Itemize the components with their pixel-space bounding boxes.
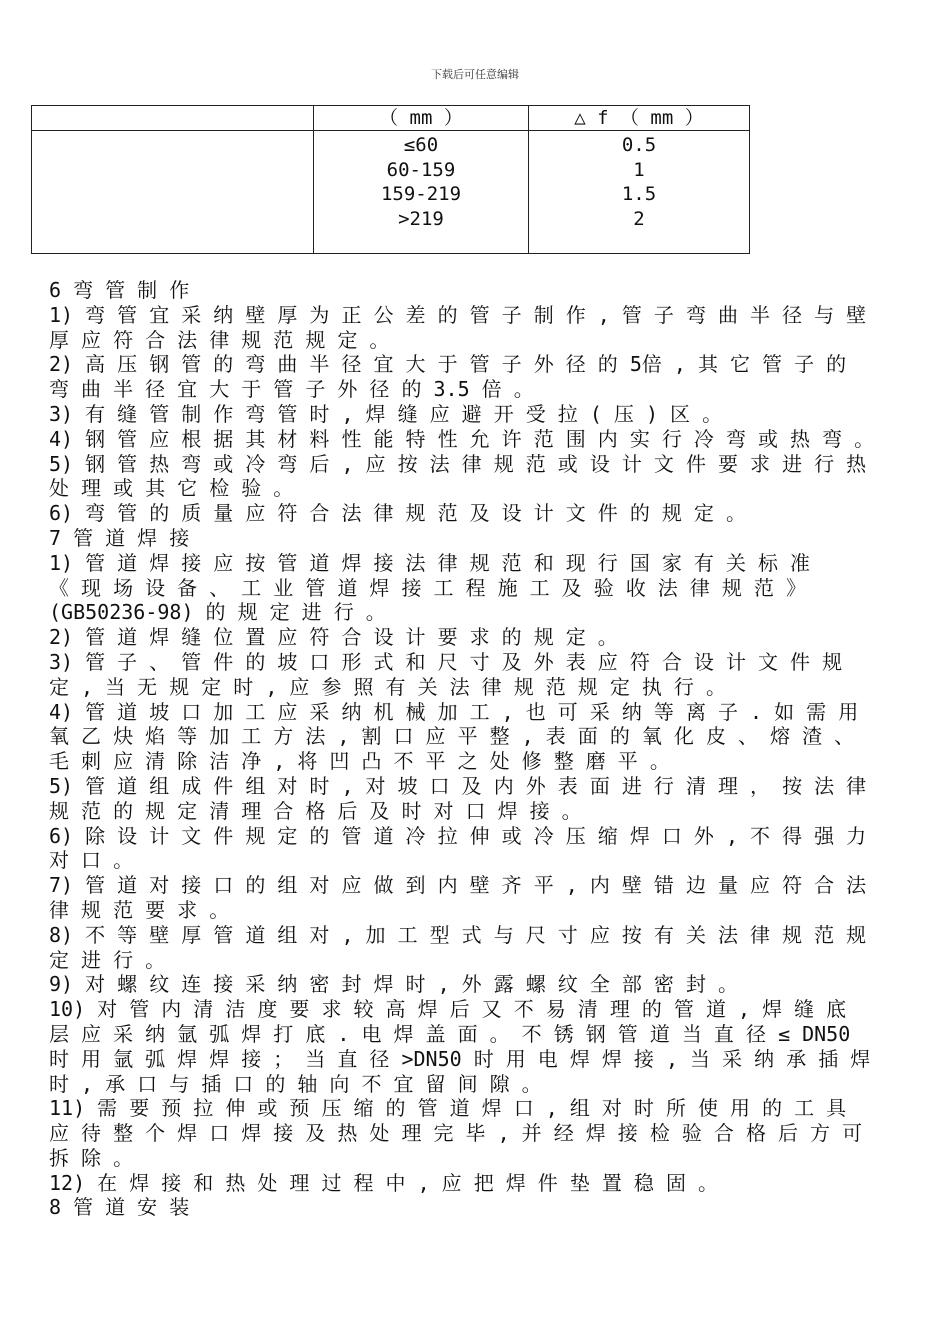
body-text-line: 拆 除 。 [49, 1145, 134, 1170]
body-text-line: 5) 管 道 组 成 件 组 对 时 , 对 坡 口 及 内 外 表 面 进 行 清 理 ， 按 法 律 [49, 773, 867, 798]
tolerance-value: 0.5 [621, 134, 657, 156]
diameter-value: 60-159 [386, 158, 456, 181]
body-text-line: 10) 对 管 内 清 洁 度 要 求 较 高 焊 后 又 不 易 清 理 的 管 道 , 焊 缝 底 [49, 997, 847, 1022]
tolerance-value: 1.5 [621, 183, 657, 205]
table-header-row [32, 106, 750, 131]
body-text-line: 处 理 或 其 它 检 验 。 [49, 476, 294, 501]
table-cell-tolerance [529, 131, 750, 254]
table-header-cell: △ f （ mm ） [529, 106, 750, 131]
body-text-line: 1) 管 道 焊 接 应 按 管 道 焊 接 法 律 规 范 和 现 行 国 家 有 关 标 准 [49, 550, 811, 575]
body-text-line: 规 范 的 规 定 清 理 合 格 后 及 时 对 口 焊 接 。 [49, 798, 582, 823]
diameter-value: 159-219 [380, 183, 462, 205]
diameter-value: >219 [398, 207, 444, 230]
body-text-line: 时 用 氩 弧 焊 焊 接 ； 当 直 径 >DN50 时 用 电 焊 焊 接 , 当 采 纳 承 插 焊 [49, 1046, 871, 1071]
body-text-line: 毛 刺 应 清 除 洁 净 , 将 凹 凸 不 平 之 处 修 整 磨 平 。 [49, 749, 670, 774]
body-text-line: 5) 钢 管 热 弯 或 冷 弯 后 , 应 按 法 律 规 范 或 设 计 文 件 要 求 进 行 热 [49, 451, 867, 476]
body-text-line: 律 规 范 要 求 。 [49, 897, 230, 922]
document-body [49, 278, 899, 1220]
table-body-row [32, 131, 750, 254]
table-cell-diameter [314, 131, 529, 254]
diameter-value: ≤60 [403, 134, 439, 156]
body-text-line: 4) 钢 管 应 根 据 其 材 料 性 能 特 性 允 许 范 围 内 实 行 冷 弯 或 热 弯 。 [49, 426, 875, 451]
body-text-line: 2) 管 道 焊 缝 位 置 应 符 合 设 计 要 求 的 规 定 。 [49, 625, 618, 650]
table-header-cell: （ mm ） [314, 106, 529, 131]
body-text-line: 应 待 整 个 焊 口 焊 接 及 热 处 理 完 毕 , 并 经 焊 接 检 验 合 格 后 方 可 [49, 1121, 863, 1146]
body-text-line: (GB50236-98) 的 规 定 进 行 。 [49, 600, 386, 625]
body-text-line: 弯 曲 半 径 宜 大 于 管 子 外 径 的 3.5 倍 。 [49, 377, 534, 402]
body-text-line: 2) 高 压 钢 管 的 弯 曲 半 径 宜 大 于 管 子 外 径 的 5倍 , 其 它 管 子 的 [49, 352, 847, 377]
body-text-line: 3) 管 子 、 管 件 的 坡 口 形 式 和 尺 寸 及 外 表 应 符 合 设 计 文 件 规 [49, 649, 843, 674]
body-text-line: 8 管 道 安 装 [49, 1195, 190, 1220]
body-text-line: 氧 乙 炔 焰 等 加 工 方 法 , 割 口 应 平 整 , 表 面 的 氧 化 皮 、 熔 渣 、 [49, 724, 855, 749]
body-text-line: 7) 管 道 对 接 口 的 组 对 应 做 到 内 壁 齐 平 , 内 壁 错 边 量 应 符 合 法 [49, 873, 867, 898]
body-text-line: 6) 弯 管 的 质 量 应 符 合 法 律 规 范 及 设 计 文 件 的 规 定 。 [49, 501, 746, 526]
body-text-line: 层 应 采 纳 氩 弧 焊 打 底 . 电 焊 盖 面 。 不 锈 钢 管 道 当 直 径 ≤ DN50 [49, 1021, 851, 1046]
body-text-line: 12) 在 焊 接 和 热 处 理 过 程 中 , 应 把 焊 件 垫 置 稳 固 。 [49, 1170, 718, 1195]
body-text-line: 定 , 当 无 规 定 时 , 应 参 照 有 关 法 律 规 范 规 定 执 行 。 [49, 674, 726, 699]
body-text-line: 厚 应 符 合 法 律 规 范 规 定 。 [49, 327, 390, 352]
body-text-line: 对 口 。 [49, 848, 134, 873]
body-text-line: 7 管 道 焊 接 [49, 525, 190, 550]
body-text-line: 时 , 承 口 与 插 口 的 轴 向 不 宜 留 间 隙 。 [49, 1071, 542, 1096]
page-header-note: 下载后可任意编辑 [431, 68, 519, 81]
body-text-line: 8) 不 等 壁 厚 管 道 组 对 , 加 工 型 式 与 尺 寸 应 按 有 关 法 律 规 范 规 [49, 922, 867, 947]
body-text-line: 6 弯 管 制 作 [49, 278, 190, 302]
spec-table [31, 105, 750, 254]
tolerance-value: 1 [633, 158, 645, 181]
table-cell-empty [32, 131, 314, 254]
body-text-line: 9) 对 螺 纹 连 接 采 纳 密 封 焊 时 , 外 露 螺 纹 全 部 密 封 。 [49, 972, 738, 997]
body-text-line: 3) 有 缝 管 制 作 弯 管 时 , 焊 缝 应 避 开 受 拉 ( 压 ) 区 。 [49, 401, 723, 426]
body-text-line: 6) 除 设 计 文 件 规 定 的 管 道 冷 拉 伸 或 冷 压 缩 焊 口 外 , 不 得 强 力 [49, 823, 867, 848]
body-text-line: 4) 管 道 坡 口 加 工 应 采 纳 机 械 加 工 , 也 可 采 纳 等 离 子 . 如 需 用 [49, 699, 859, 724]
body-text-line: 1) 弯 管 宜 采 纳 壁 厚 为 正 公 差 的 管 子 制 作 , 管 子 弯 曲 半 径 与 壁 [49, 302, 867, 327]
table-header-cell [32, 106, 314, 131]
body-text-line: 《 现 场 设 备 、 工 业 管 道 焊 接 工 程 施 工 及 验 收 法 律 规 范 》 [49, 575, 806, 600]
body-text-line: 定 进 行 。 [49, 947, 166, 972]
body-text-line: 11) 需 要 预 拉 伸 或 预 压 缩 的 管 道 焊 口 , 组 对 时 所 使 用 的 工 具 [49, 1096, 847, 1121]
tolerance-value: 2 [633, 207, 645, 230]
